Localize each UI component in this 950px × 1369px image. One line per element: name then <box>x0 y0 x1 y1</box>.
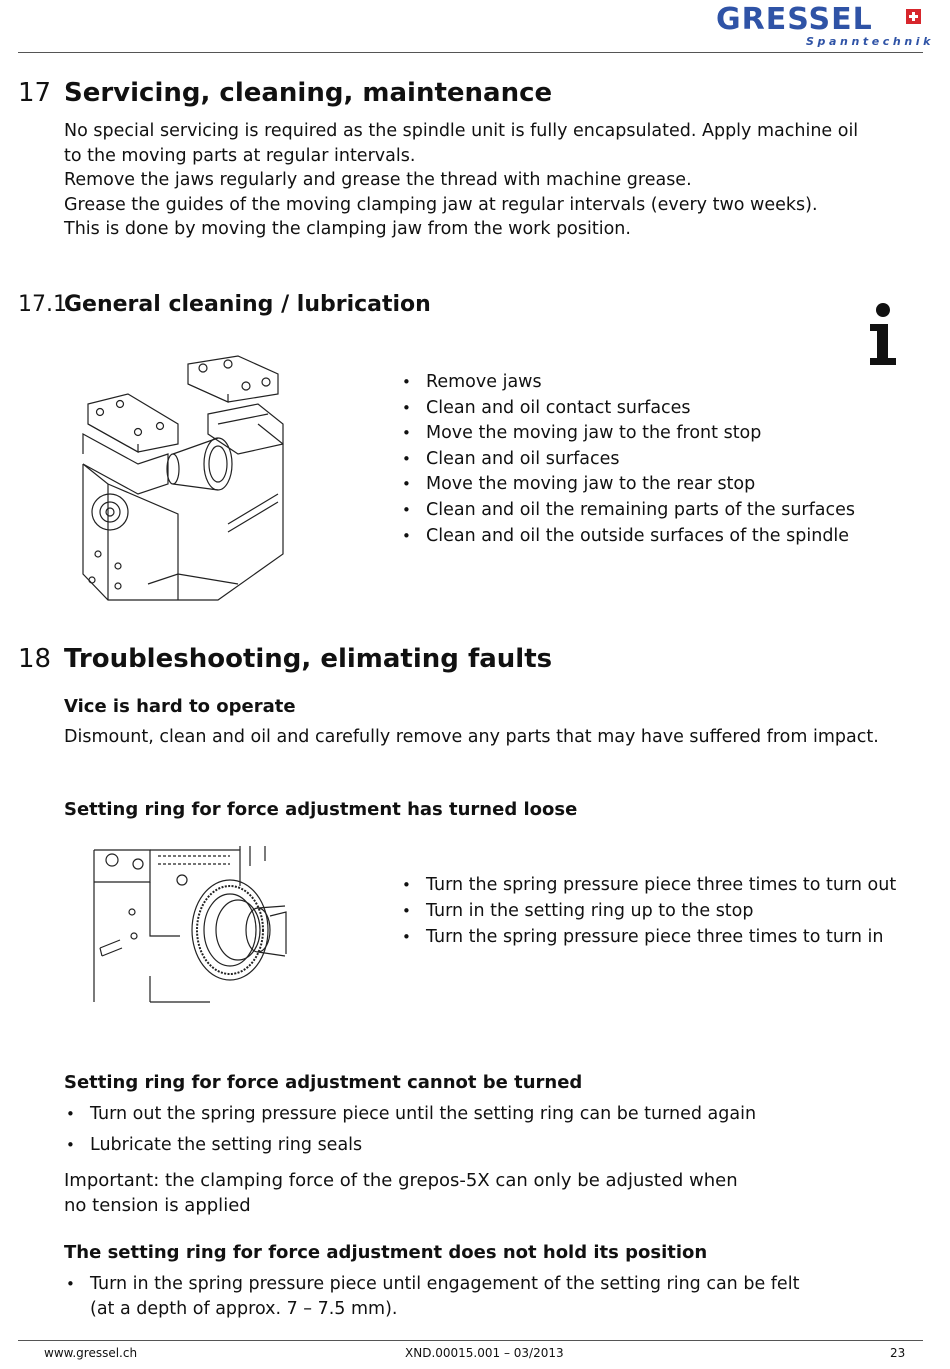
important-note-line: Important: the clamping force of the grepos-5X can only be adjusted when <box>64 1170 738 1191</box>
list-item: • Move the moving jaw to the rear stop <box>400 472 920 498</box>
list-item: • Remove jaws <box>400 370 920 396</box>
info-icon <box>866 302 900 366</box>
list-item: • Turn the spring pressure piece three times to turn in <box>400 925 920 951</box>
section-17-title: Servicing, cleaning, maintenance <box>64 78 553 108</box>
list-item: • Turn the spring pressure piece three times to turn out <box>400 873 920 899</box>
fault-1-text: Dismount, clean and oil and carefully remove any parts that may have suffered from impact. <box>64 727 879 747</box>
paragraph-line: to the moving parts at regular intervals. <box>64 145 416 166</box>
stuck-ring-steps-list <box>64 1102 924 1163</box>
list-item: • Lubricate the setting ring seals <box>64 1133 924 1158</box>
footer-page-number: 23 <box>890 1346 906 1360</box>
company-logo-subtitle: Spanntechnik <box>806 35 935 48</box>
swiss-flag-icon <box>906 9 921 24</box>
important-note <box>64 1168 924 1218</box>
footer-divider <box>18 1340 923 1341</box>
fault-2-title: Setting ring for force adjustment has turned loose <box>64 799 578 820</box>
paragraph-line: This is done by moving the clamping jaw from the work position. <box>64 219 631 240</box>
paragraph-line: No special servicing is required as the spindle unit is fully encapsulated. Apply machine oil <box>64 121 859 141</box>
paragraph-line: Remove the jaws regularly and grease the thread with machine grease. <box>64 170 692 191</box>
vice-illustration <box>78 354 288 604</box>
footer-doc-id: XND.00015.001 – 03/2013 <box>405 1346 564 1360</box>
ring-position-steps-list <box>64 1272 924 1321</box>
list-item-line: (at a depth of approx. 7 – 7.5 mm). <box>90 1298 398 1319</box>
fault-3-title: Setting ring for force adjustment cannot be turned <box>64 1072 583 1093</box>
fault-4-title: The setting ring for force adjustment does not hold its position <box>64 1242 708 1263</box>
section-17-1-title: General cleaning / lubrication <box>64 292 431 317</box>
list-item: • Clean and oil contact surfaces <box>400 396 920 422</box>
list-item: • Clean and oil the outside surfaces of the spindle <box>400 524 920 550</box>
loose-ring-steps-list <box>400 873 920 950</box>
section-17-1-number: 17.1 <box>18 292 67 317</box>
footer-website: www.gressel.ch <box>44 1346 138 1360</box>
section-17-paragraph <box>64 119 924 242</box>
important-note-line: no tension is applied <box>64 1195 251 1216</box>
list-item: • Move the moving jaw to the front stop <box>400 421 920 447</box>
list-item: • Turn in the setting ring up to the stop <box>400 899 920 925</box>
fault-1-title: Vice is hard to operate <box>64 696 296 717</box>
section-18-number: 18 <box>18 644 52 674</box>
list-item <box>64 1272 924 1321</box>
list-item: • Turn out the spring pressure piece until the setting ring can be turned again <box>64 1102 924 1127</box>
company-logo: GRESSEL <box>716 2 873 37</box>
section-17-number: 17 <box>18 78 52 108</box>
header-divider <box>18 52 923 53</box>
list-item: • Clean and oil surfaces <box>400 447 920 473</box>
list-item: • Clean and oil the remaining parts of the surfaces <box>400 498 920 524</box>
paragraph-line: Grease the guides of the moving clamping jaw at regular intervals (every two weeks). <box>64 194 818 215</box>
section-18-title: Troubleshooting, elimating faults <box>64 644 553 674</box>
cleaning-steps-list <box>400 370 920 549</box>
list-item-line: • Turn in the spring pressure piece until engagement of the setting ring can be felt <box>90 1274 800 1294</box>
setting-ring-illustration <box>90 846 290 1006</box>
